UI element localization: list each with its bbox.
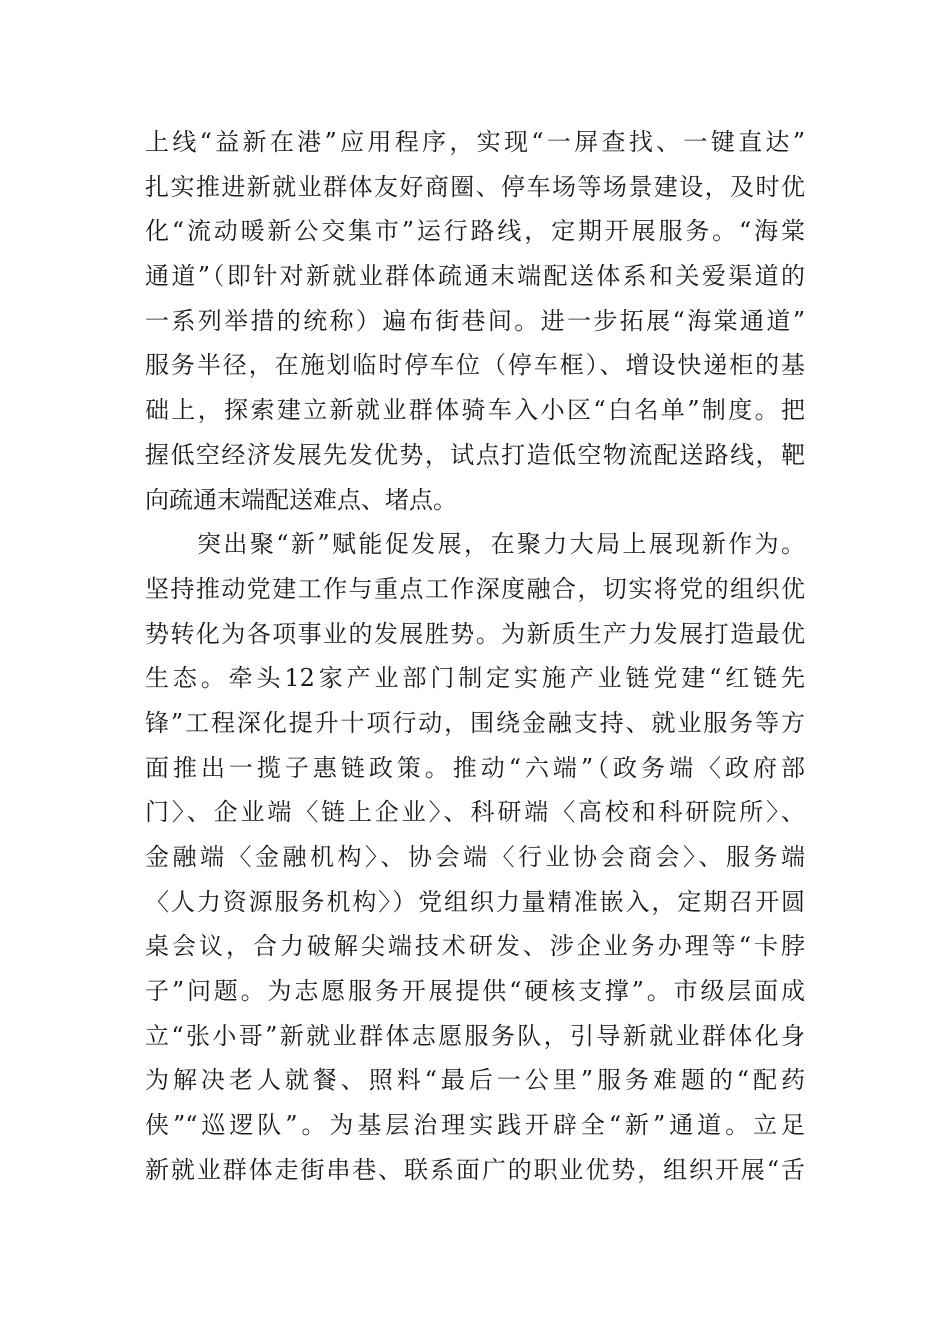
text-line: 服务半径，在施划临时停车位（停车框）、增设快递柜的基 bbox=[145, 351, 805, 380]
text-line: 侠”“巡逻队”。为基层治理实践开辟全“新”通道。立足 bbox=[145, 1111, 805, 1140]
text-line: 向疏通末端配送难点、堵点。 bbox=[145, 485, 457, 514]
body-text bbox=[145, 120, 805, 1193]
text-line: 面推出一揽子惠链政策。推动“六端”（政务端〈政府部 bbox=[145, 753, 805, 782]
text-line: 门〉、企业端〈链上企业〉、科研端〈高校和科研院所〉、 bbox=[145, 798, 805, 827]
paragraph-2 bbox=[145, 522, 805, 1192]
text-line: 上线“益新在港”应用程序，实现“一屏查找、一键直达” bbox=[145, 128, 805, 156]
text-line: 础上，探索建立新就业群体骑车入小区“白名单”制度。把 bbox=[145, 396, 805, 425]
text-line: 化“流动暖新公交集市”运行路线，定期开展服务。“海棠 bbox=[145, 217, 805, 246]
text-line: 握低空经济发展先发优势，试点打造低空物流配送路线，靶 bbox=[145, 440, 805, 469]
paragraph-1 bbox=[145, 120, 805, 522]
text-line: 子”问题。为志愿服务开展提供“硬核支撑”。市级层面成 bbox=[145, 977, 805, 1006]
text-line: 桌会议，合力破解尖端技术研发、涉企业务办理等“卡脖 bbox=[145, 932, 805, 961]
text-line: 势转化为各项事业的发展胜势。为新质生产力发展打造最优 bbox=[145, 619, 805, 648]
text-line: 立“张小哥”新就业群体志愿服务队，引导新就业群体化身 bbox=[145, 1021, 805, 1050]
text-line: 锋”工程深化提升十项行动，围绕金融支持、就业服务等方 bbox=[145, 708, 805, 737]
text-line: 一系列举措的统称）遍布街巷间。进一步拓展“海棠通道” bbox=[145, 306, 805, 335]
text-line: 生态。牵头12家产业部门制定实施产业链党建“红链先 bbox=[145, 664, 805, 693]
text-line: 坚持推动党建工作与重点工作深度融合，切实将党的组织优 bbox=[145, 574, 805, 603]
text-line: 突出聚“新”赋能促发展，在聚力大局上展现新作为。 bbox=[197, 530, 805, 559]
text-line: 为解决老人就餐、照料“最后一公里”服务难题的“配药 bbox=[145, 1066, 805, 1095]
text-line: 新就业群体走街串巷、联系面广的职业优势，组织开展“舌 bbox=[145, 1155, 805, 1184]
text-line: 通道”（即针对新就业群体疏通末端配送体系和关爱渠道的 bbox=[145, 262, 805, 291]
text-line: 扎实推进新就业群体友好商圈、停车场等场景建设，及时优 bbox=[145, 172, 805, 201]
text-line: 〈人力资源服务机构〉）党组织力量精准嵌入，定期召开圆 bbox=[145, 887, 805, 916]
text-line: 金融端〈金融机构〉、协会端〈行业协会商会〉、服务端 bbox=[145, 843, 805, 871]
